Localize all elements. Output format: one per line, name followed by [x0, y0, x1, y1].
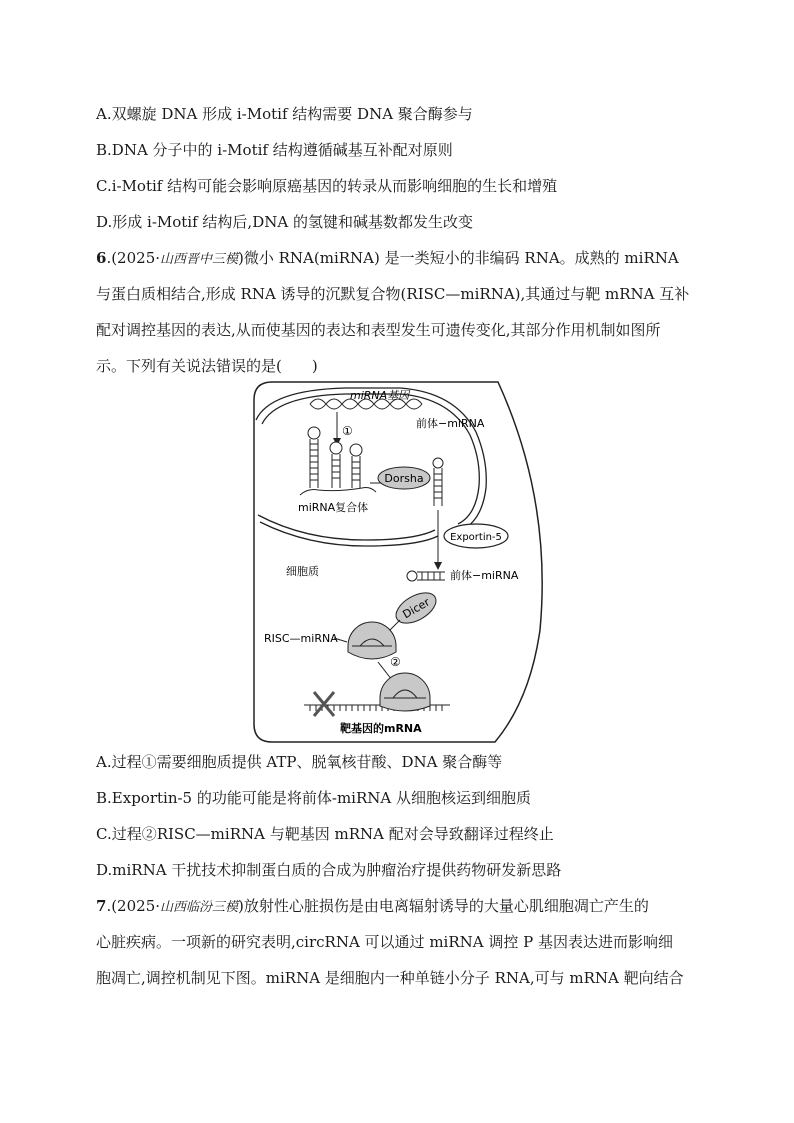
- pre-mirna-nucleus: [433, 458, 443, 506]
- pre-mirna-nucleus-label: 前体−miRNA: [416, 417, 485, 430]
- q6-stem-line3: 配对调控基因的表达,从而使基因的表达和表型发生可遗传变化,其部分作用机制如图所: [96, 321, 661, 339]
- dicer-label: Dicer: [400, 595, 433, 622]
- q6-stem-line4: 示。下列有关说法错误的是( ): [96, 357, 318, 375]
- dicer-enzyme: [391, 587, 441, 630]
- exportin-5-label: Exportin-5: [450, 532, 502, 543]
- q6-stem-line1: [96, 248, 706, 270]
- q6-option-c: C.过程②RISC—miRNA 与靶基因 mRNA 配对会导致翻译过程终止: [96, 825, 554, 843]
- pre-mirna-cytoplasm-label: 前体−miRNA: [450, 569, 519, 582]
- q5-option-b: B.DNA 分子中的 i-Motif 结构遵循碱基互补配对原则: [96, 141, 453, 159]
- q7-stem-text: )放射性心脏损伤是由电离辐射诱导的大量心肌细胞凋亡产生的: [238, 897, 649, 915]
- q6-stem-text: )微小 RNA(miRNA) 是一类短小的非编码 RNA。成熟的 miRNA: [238, 249, 679, 267]
- target-mrna-label: 靶基因的mRNA: [340, 722, 422, 735]
- q6-number: 6: [96, 249, 107, 267]
- q7-stem-line3: 胞凋亡,调控机制见下图。miRNA 是细胞内一种单链小分子 RNA,可与 mRNA 靶向结合: [96, 969, 684, 987]
- step2-marker: ②: [390, 655, 401, 669]
- risc-complex: [348, 622, 396, 659]
- q6-source-open: .(2025·: [106, 249, 160, 267]
- cytoplasm-label: 细胞质: [286, 565, 319, 578]
- q6-stem-line2: 与蛋白质相结合,形成 RNA 诱导的沉默复合物(RISC—miRNA),其通过与靶 mRNA 互补: [96, 285, 690, 303]
- q5-option-a: A.双螺旋 DNA 形成 i-Motif 结构需要 DNA 聚合酶参与: [96, 105, 473, 123]
- primary-mirna-hairpins: [300, 427, 376, 495]
- arrow-export-head: [434, 562, 442, 570]
- q5-option-c: C.i-Motif 结构可能会影响原癌基因的转录从而影响细胞的生长和增殖: [96, 177, 558, 195]
- translation-blocked-x-icon: [314, 692, 334, 716]
- q5-option-d: D.形成 i-Motif 结构后,DNA 的氢键和碱基数都发生改变: [96, 213, 473, 231]
- q7-stem-line1: [96, 896, 706, 918]
- q6-option-d: D.miRNA 干扰技术抑制蛋白质的合成为肿瘤治疗提供药物研发新思路: [96, 861, 562, 879]
- nuclear-envelope: [256, 388, 486, 546]
- q6-option-b: B.Exportin-5 的功能可能是将前体-miRNA 从细胞核运到细胞质: [96, 789, 531, 807]
- q7-number: 7: [96, 897, 107, 915]
- risc-bound-mrna: [380, 673, 430, 711]
- q7-stem-line2: 心脏疾病。一项新的研究表明,circRNA 可以通过 miRNA 调控 P 基因表达进而影响细: [96, 933, 673, 951]
- mirna-gene-label: miRNA基因: [350, 389, 410, 402]
- q7-source-open: .(2025·: [106, 897, 160, 915]
- q6-option-a: A.过程①需要细胞质提供 ATP、脱氧核苷酸、DNA 聚合酶等: [96, 753, 503, 771]
- mirna-mechanism-diagram: [250, 380, 555, 745]
- pre-mirna-cytoplasm: [407, 571, 445, 581]
- q7-source-place: 山西临汾三模: [160, 900, 239, 915]
- step1-marker: ①: [342, 424, 353, 438]
- q6-source-place: 山西晋中三模: [160, 252, 239, 267]
- mirna-complex-label: miRNA复合体: [298, 501, 369, 514]
- dorsha-label: Dorsha: [384, 472, 424, 485]
- risc-label: RISC—miRNA: [264, 632, 338, 645]
